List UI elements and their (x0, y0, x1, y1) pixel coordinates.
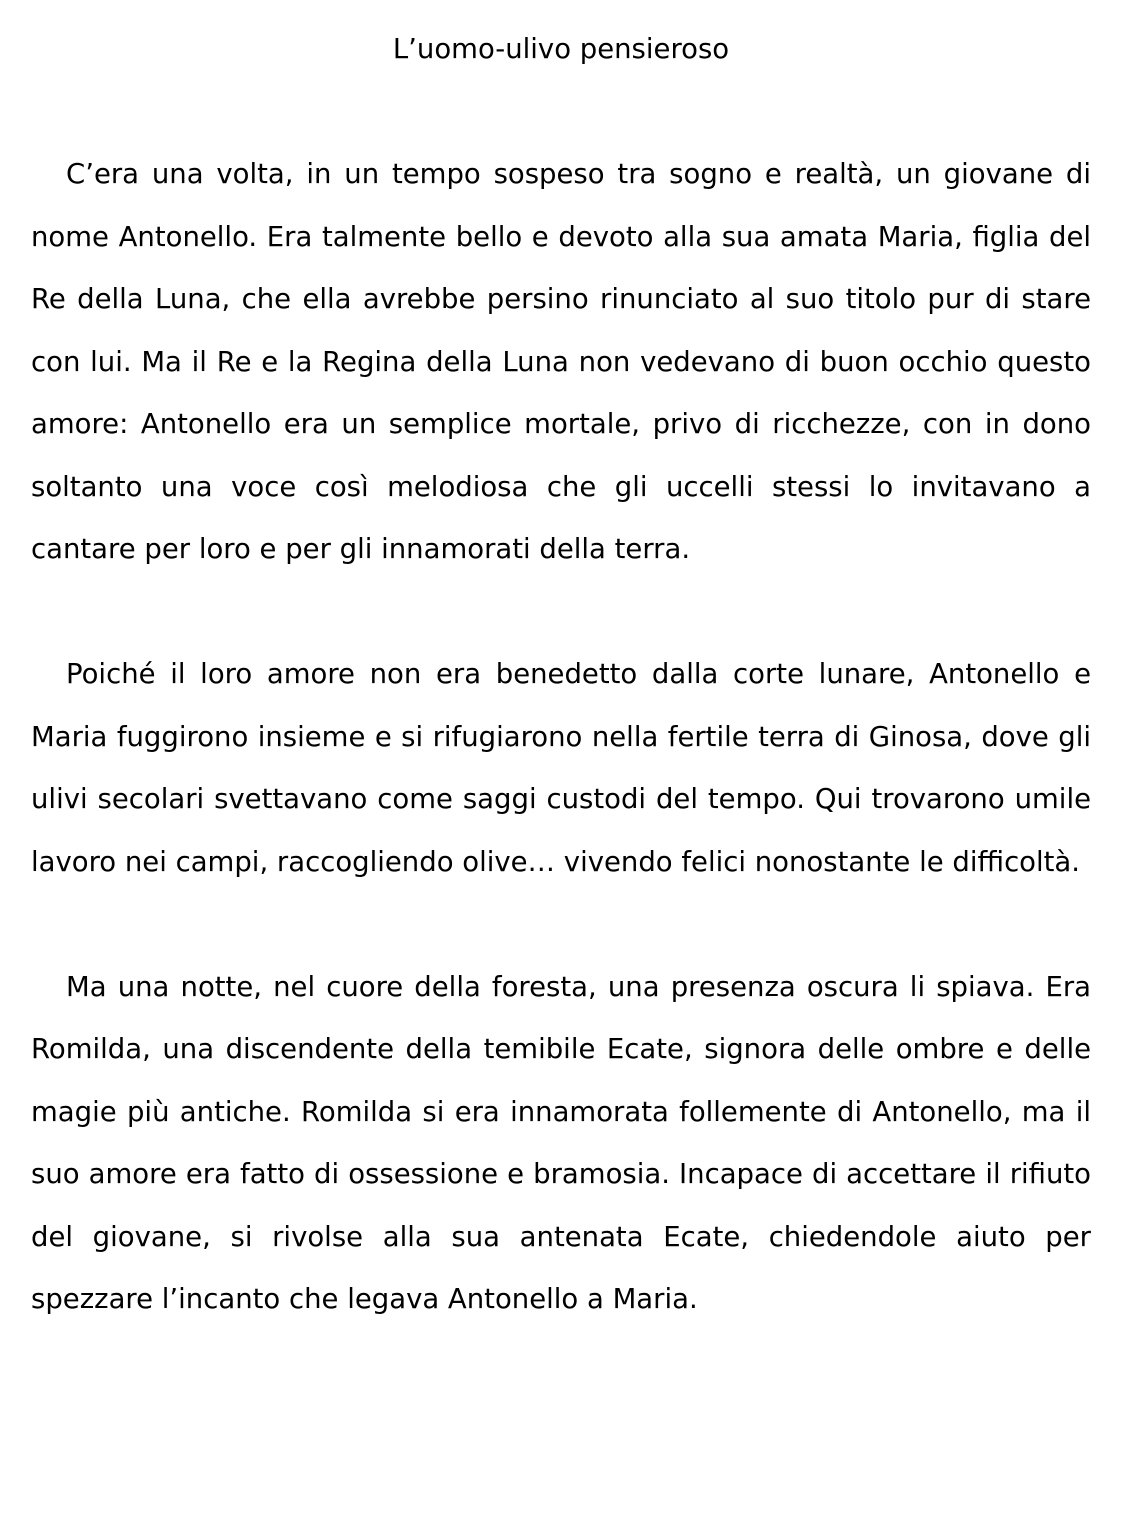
paragraph-1: C’era una volta, in un tempo sospeso tra sogno e realtà, un giovane di nome Antonello. Era talmente bello e devoto alla sua amata Maria, figlia del Re della Luna, che ella avrebbe persino rinunciato al suo titolo pur di stare con lui. Ma il Re e la Regina della Luna non vedevano di buon occhio questo amore: Antonello era un semplice mortale, privo di ricchezze, con in dono soltanto una voce così melodiosa che gli uccelli stessi lo invitavano a cantare per loro e per gli innamorati della terra. (31, 158, 1091, 565)
paragraph-2: Poiché il loro amore non era benedetto dalla corte lunare, Antonello e Maria fuggirono insieme e si rifugiarono nella fertile terra di Ginosa, dove gli ulivi secolari svettavano come saggi custodi del tempo. Qui trovarono umile lavoro nei campi, raccogliendo olive… vivendo felici nonostante le difficoltà. (31, 658, 1091, 878)
document-title: L’uomo-ulivo pensieroso (392, 33, 730, 65)
paragraph-3: Ma una notte, nel cuore della foresta, una presenza oscura li spiava. Era Romilda, una discendente della temibile Ecate, signora delle ombre e delle magie più antiche. Romilda si era innamorata follemente di Antonello, ma il suo amore era fatto di ossessione e bramosia. Incapace di accettare il rifiuto del giovane, si rivolse alla sua antenata Ecate, chiedendole aiuto per spezzare l’incanto che legava Antonello a Maria. (31, 970, 1091, 1315)
document-page (31, 0, 1091, 1331)
